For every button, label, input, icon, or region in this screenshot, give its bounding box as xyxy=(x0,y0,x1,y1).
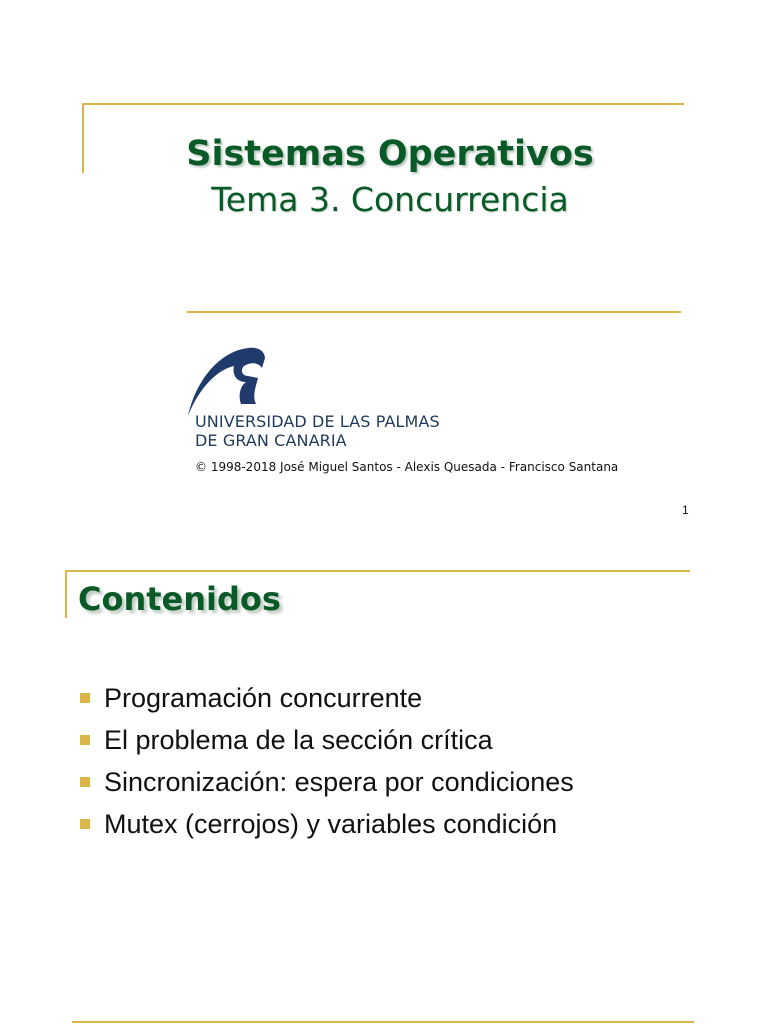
section-rule-top xyxy=(65,570,690,572)
university-name-line2: DE GRAN CANARIA xyxy=(195,431,347,450)
list-item-text: Programación concurrente xyxy=(104,683,423,713)
section-rule-bottom xyxy=(72,1021,694,1023)
list-item xyxy=(80,720,574,762)
list-item-text: Mutex (cerrojos) y variables condición xyxy=(104,809,558,839)
title-rule-top xyxy=(82,103,684,105)
section-title: Contenidos xyxy=(78,580,281,618)
university-name-line1: UNIVERSIDAD DE LAS PALMAS xyxy=(195,412,440,431)
slide-title: Sistemas Operativos xyxy=(186,134,594,174)
list-item xyxy=(80,762,574,804)
university-name xyxy=(195,412,440,450)
square-bullet-icon xyxy=(80,777,90,787)
title-rule-vertical xyxy=(82,103,84,173)
square-bullet-icon xyxy=(80,819,90,829)
slide-subtitle: Tema 3. Concurrencia xyxy=(211,180,569,219)
copyright-text: © 1998-2018 José Miguel Santos - Alexis Quesada - Francisco Santana xyxy=(195,460,619,474)
title-rule-bottom xyxy=(187,311,681,313)
contents-list xyxy=(80,678,574,846)
square-bullet-icon xyxy=(80,693,90,703)
list-item xyxy=(80,678,574,720)
list-item-text: Sincronización: espera por condiciones xyxy=(104,767,574,797)
list-item xyxy=(80,804,574,846)
ulpgc-logo-icon xyxy=(186,346,268,418)
title-block xyxy=(90,132,690,224)
square-bullet-icon xyxy=(80,735,90,745)
section-rule-vertical xyxy=(65,570,67,618)
list-item-text: El problema de la sección crítica xyxy=(104,725,493,755)
page-number: 1 xyxy=(682,503,689,517)
